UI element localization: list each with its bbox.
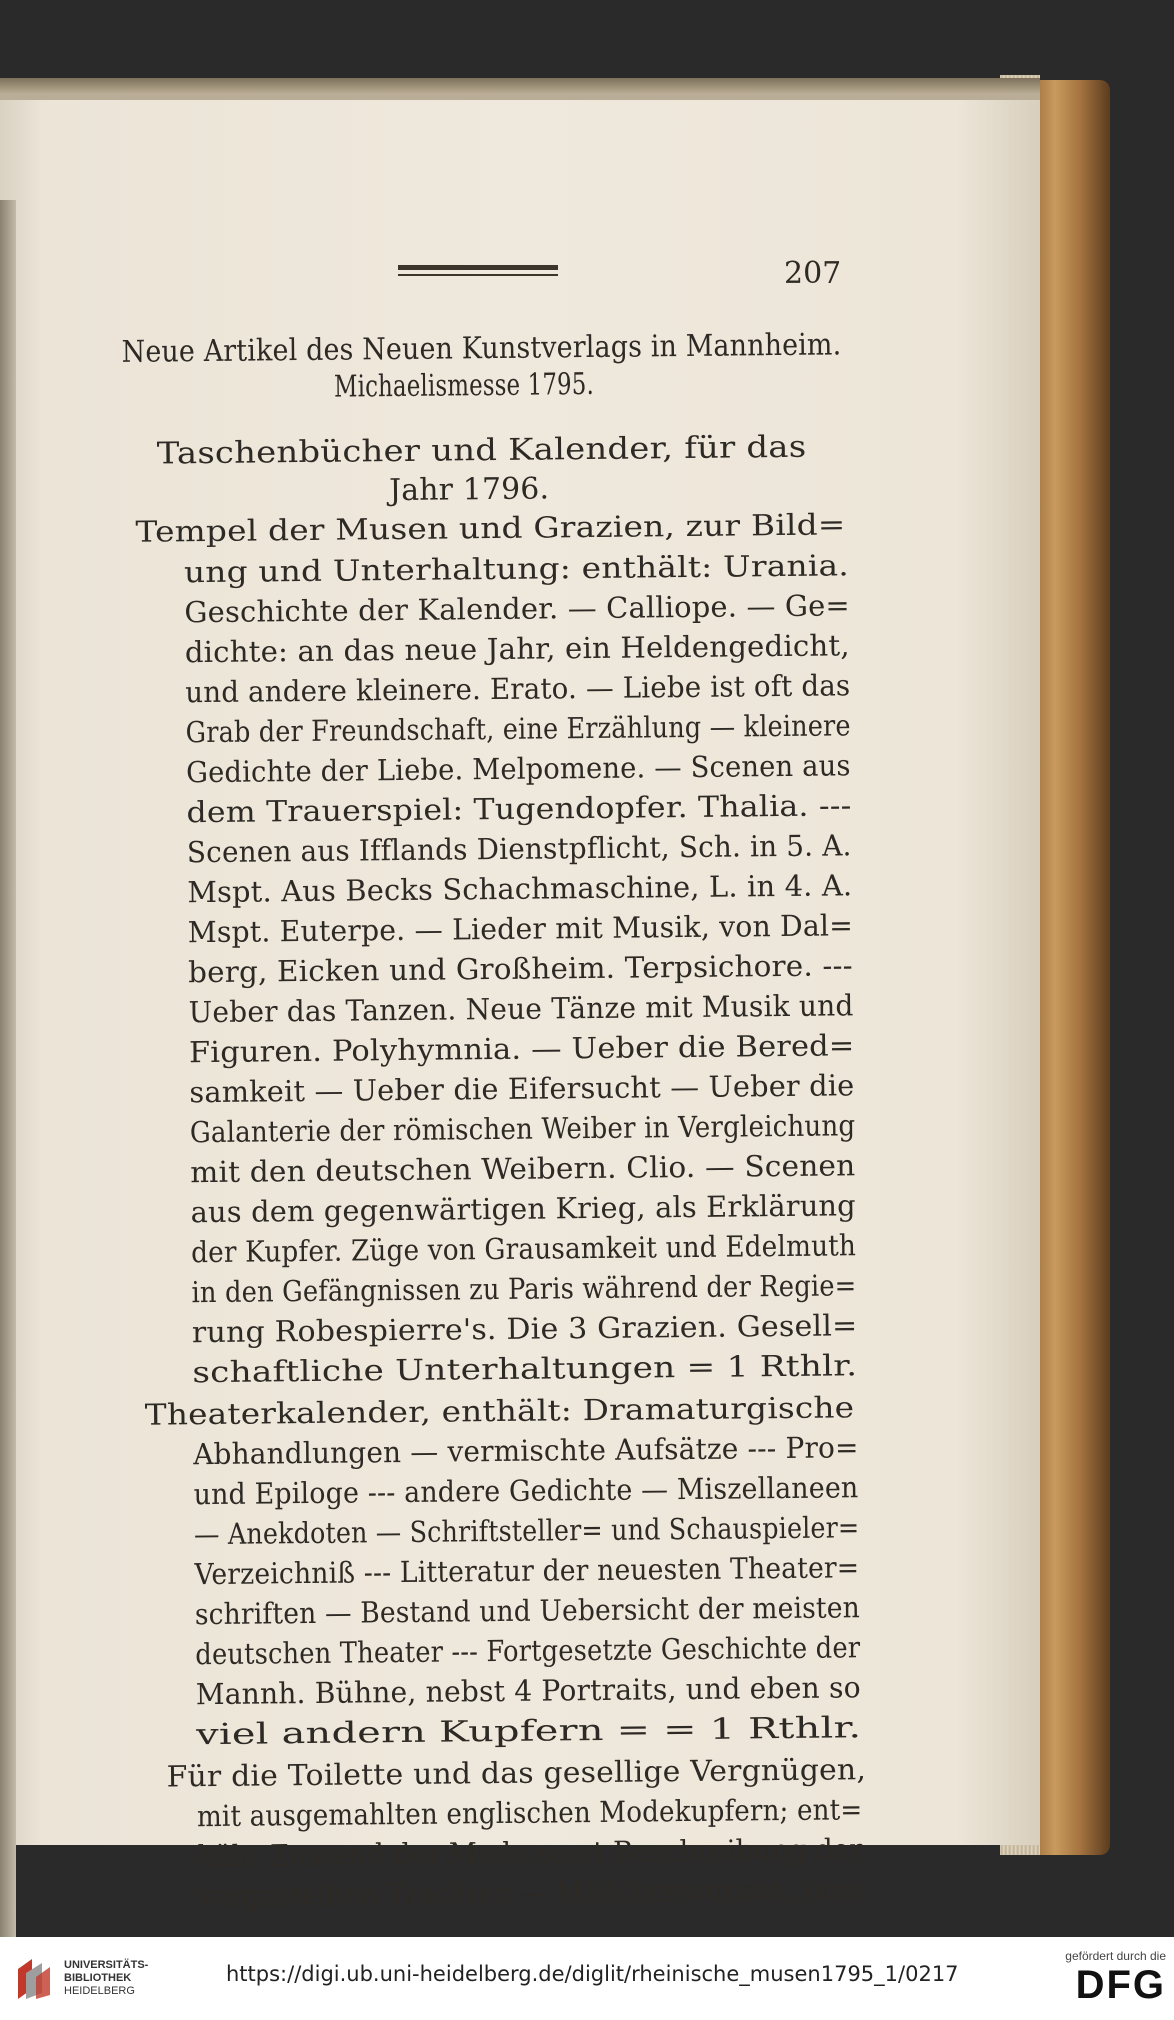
library-logo-icon (12, 1955, 56, 2003)
text-line: Ueber das Tanzen. Neue Tänze mit Musik und (188, 988, 854, 1030)
text-line: schaftliche Unterhaltungen = 1 Rthlr. (192, 1348, 858, 1390)
text-line: Figuren. Polyhymnia. — Ueber die Bered= (188, 1028, 855, 1070)
text-line: schriften — Bestand und Uebersicht der meisten (194, 1590, 861, 1632)
text-line: deutschen Theater --- Fortgesetzte Geschichte der (195, 1630, 861, 1672)
text-line: ung und Unterhaltung: enthält: Urania. (183, 548, 850, 590)
text-line: Verzeichniß --- Litteratur der neuesten Theater= (194, 1550, 860, 1592)
sponsor-logo[interactable] (1046, 1949, 1166, 2007)
text-line: mit ausgemahlten englischen Modekupfern; ent= (196, 1792, 863, 1834)
text-line: mit den deutschen Weibern. Clio. — Scenen (190, 1148, 856, 1190)
text-line: hält: Zustand der Mode samt Beschreibung der (197, 1832, 863, 1874)
text-line: Mspt. Aus Becks Schachmaschine, L. in 4. A. (187, 868, 853, 910)
heading-line: Neue Artikel des Neuen Kunstverlags in Mannheim. (121, 327, 842, 370)
text-line: Scenen aus Ifflands Dienstpflicht, Sch. in 5. A. (186, 828, 852, 870)
text-line: Grab der Freundschaft, eine Erzählung — kleinere (185, 708, 851, 750)
text-line: — Anekdoten — Schriftsteller= und Schauspieler= (193, 1510, 860, 1552)
text-line: vorgestellten Trachten — Mädchenwunsch; eine (197, 1872, 864, 1914)
text-line: Geschichte der Kalender. — Calliope. — Ge= (184, 588, 851, 630)
text-line: rung Robespierre's. Die 3 Grazien. Gesell= (191, 1308, 858, 1350)
text-line: samkeit — Ueber die Eifersucht — Ueber die (189, 1068, 855, 1110)
text-line: dem Trauerspiel: Tugendopfer. Thalia. --- (186, 788, 852, 830)
library-name-line: UNIVERSITÄTS- (64, 1959, 149, 1971)
text-line: Für die Toilette und das gesellige Vergnügen, (166, 1752, 867, 1794)
text-line: berg, Eicken und Großheim. Terpsichore. --- (188, 948, 853, 990)
text-line: in den Gefängnissen zu Paris während der Regie= (191, 1268, 857, 1310)
heading-line: Jahr 1796. (388, 471, 550, 509)
viewer-footer (0, 1937, 1174, 2020)
text-line: Gedichte der Liebe. Melpomene. — Scenen aus (185, 748, 851, 790)
text-line: Mannh. Bühne, nebst 4 Portraits, und eben so (195, 1670, 861, 1712)
permalink-url[interactable]: https://digi.ub.uni-heidelberg.de/diglit/rheinische_musen1795_1/0217 (226, 1962, 959, 1986)
page-number: 207 (784, 256, 842, 291)
dfg-logo: DFG (1075, 1963, 1166, 2007)
text-line: Mspt. Euterpe. — Lieder mit Musik, von Dal= (187, 908, 854, 950)
text-line: der Kupfer. Züge von Grausamkeit und Edelmuth (190, 1228, 857, 1270)
library-name-line: HEIDELBERG (64, 1985, 135, 1997)
text-line: und Epiloge --- andere Gedichte — Miszellaneen (193, 1470, 859, 1512)
heading-line: Taschenbücher und Kalender, für das (156, 429, 807, 472)
library-logo[interactable] (12, 1951, 152, 2006)
text-line: Tempel der Musen und Grazien, zur Bild= (135, 507, 846, 549)
header-rule (398, 265, 558, 277)
text-line: und andere kleinere. Erato. — Liebe ist oft das (185, 668, 851, 710)
page-top-shadow (0, 78, 1040, 102)
text-line: viel andern Kupfern = = 1 Rthlr. (195, 1710, 862, 1752)
text-line: aus dem gegenwärtigen Krieg, als Erklärung (190, 1188, 856, 1230)
text-line: Theaterkalender, enthält: Dramaturgische (144, 1390, 855, 1432)
library-name-line: BIBLIOTHEK (64, 1972, 132, 1984)
text-line: dichte: an das neue Jahr, ein Heldengedicht, (184, 628, 850, 670)
text-line: Abhandlungen — vermischte Aufsätze --- Pro= (193, 1430, 859, 1472)
sponsor-caption: gefördert durch die (1065, 1949, 1166, 1963)
heading-line: Michaelismesse 1795. (333, 366, 595, 405)
page-fold (0, 200, 16, 1937)
text-line: Galanterie der römischen Weiber in Vergleichung (189, 1108, 856, 1150)
